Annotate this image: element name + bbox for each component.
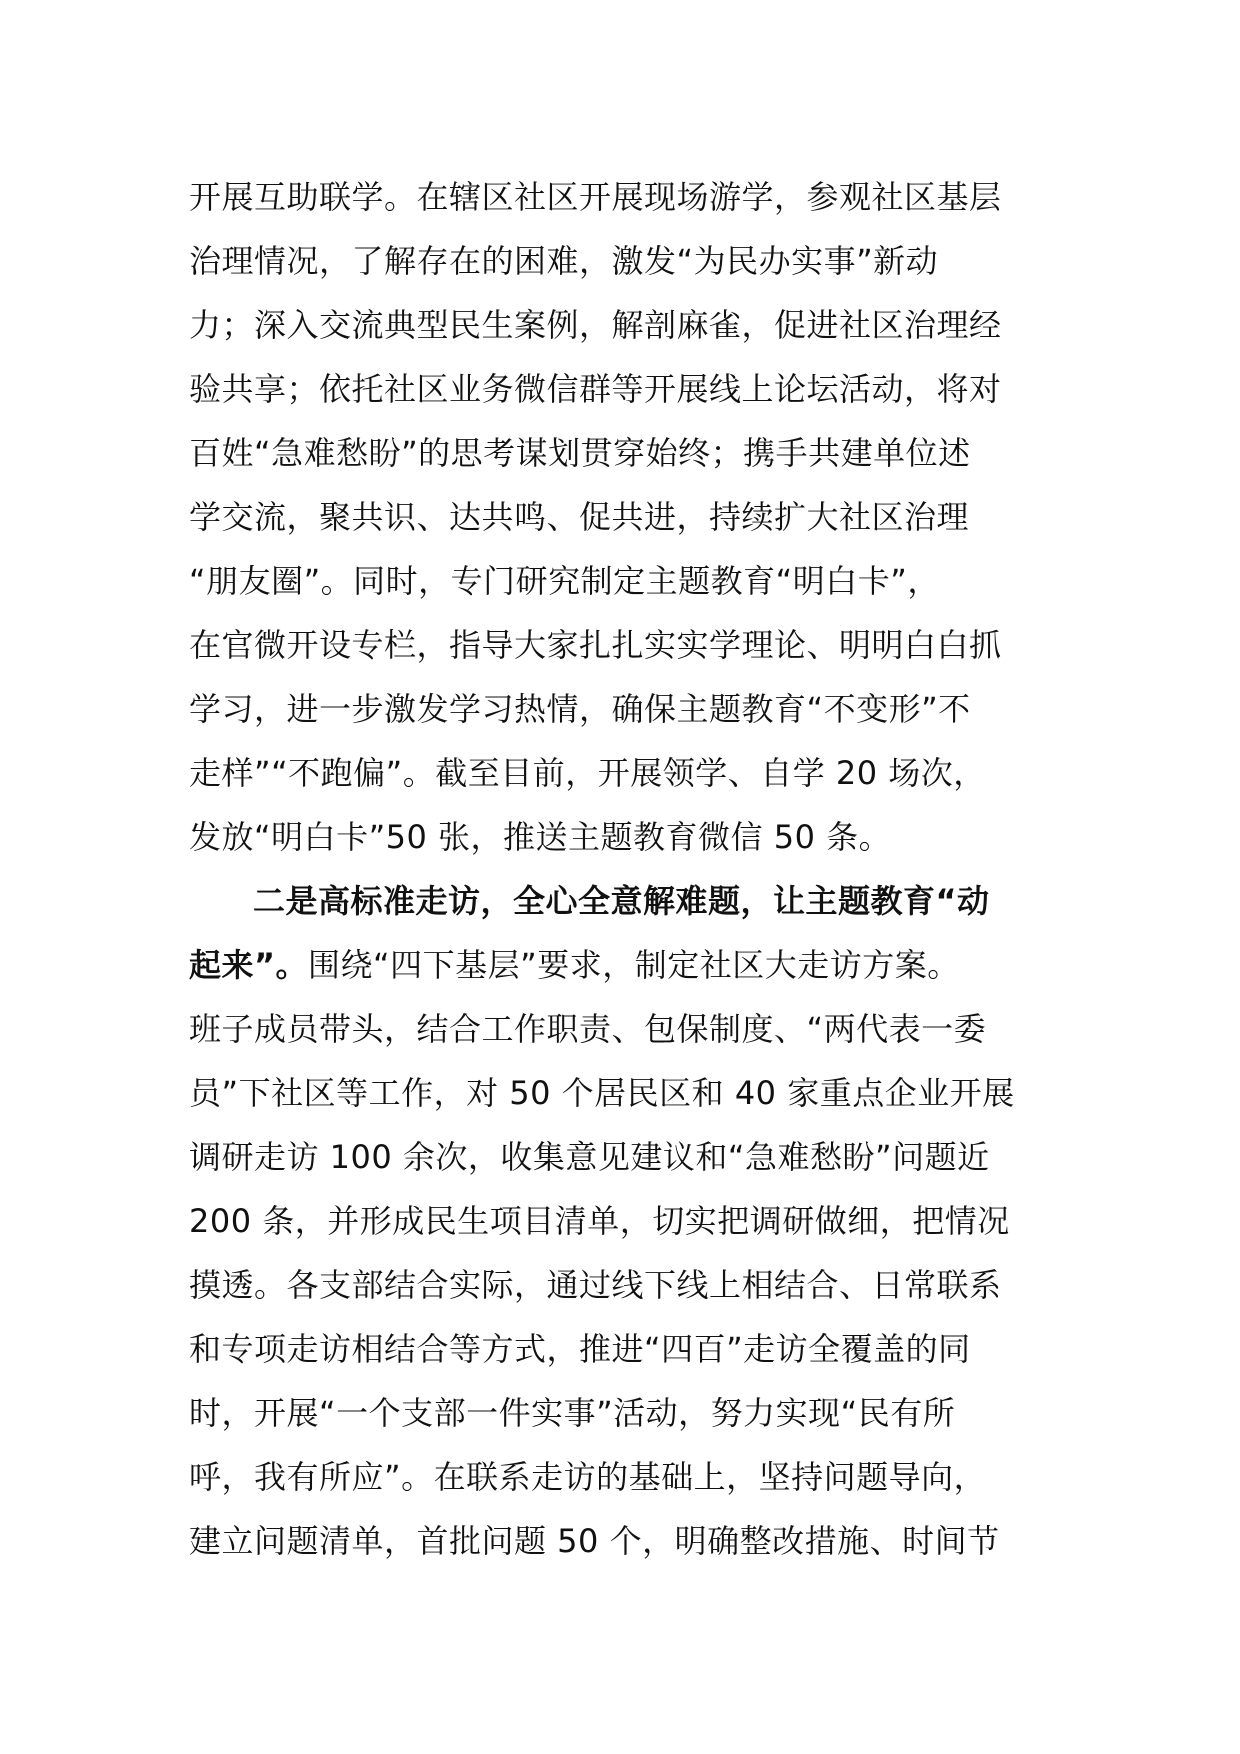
paragraph-2 (189, 869, 1069, 1573)
text-line (189, 933, 1069, 997)
text-line: 和专项走访相结合等方式，推进“四百”走访全覆盖的同 (189, 1330, 971, 1368)
text-line: 摸透。各支部结合实际，通过线下线上相结合、日常联系 (189, 1266, 1002, 1304)
text-line: “朋友圈”。同时，专门研究制定主题教育“明白卡”， (189, 562, 940, 600)
text-line: 学习，进一步激发学习热情，确保主题教育“不变形”不 (189, 690, 971, 728)
text-line: 学交流，聚共识、达共鸣、促共进，持续扩大社区治理 (189, 498, 970, 536)
paragraph-1 (189, 165, 1069, 869)
text-line: 呼，我有所应”。在联系走访的基础上，坚持问题导向， (189, 1458, 987, 1496)
text-line: 员”下社区等工作，对 50 个居民区和 40 家重点企业开展 (189, 1074, 1015, 1112)
text-line: 走样”“不跑偏”。截至目前，开展领学、自学 20 场次， (189, 754, 986, 792)
text-line: 在官微开设专栏，指导大家扎扎实实学理论、明明白白抓 (189, 626, 1002, 664)
text-line: 验共享；依托社区业务微信群等开展线上论坛活动，将对 (189, 370, 1002, 408)
text-line: 开展互助联学。在辖区社区开展现场游学，参观社区基层 (189, 178, 1002, 216)
text-line: 治理情况，了解存在的困难，激发“为民办实事”新动 (189, 242, 939, 280)
text-line: 发放“明白卡”50 张，推送主题教育微信 50 条。 (189, 818, 892, 856)
body-text (189, 165, 1069, 1573)
text-line: 200 条，并形成民生项目清单，切实把调研做细，把情况 (189, 1202, 1010, 1240)
text-line: 时，开展“一个支部一件实事”活动，努力实现“民有所 (189, 1394, 956, 1432)
section-heading-end: 起来”。 (189, 946, 309, 984)
text-line: 调研走访 100 余次，收集意见建议和“急难愁盼”问题近 (189, 1138, 990, 1176)
text-line: 力；深入交流典型民生案例，解剖麻雀，促进社区治理经 (189, 306, 1002, 344)
text-line: 班子成员带头，结合工作职责、包保制度、“两代表一委 (189, 1010, 987, 1048)
section-heading: 二是高标准走访，全心全意解难题，让主题教育“动 (253, 882, 990, 920)
text-line: 百姓“急难愁盼”的思考谋划贯穿始终；携手共建单位述 (189, 434, 971, 472)
text-run: 围绕“四下基层”要求，制定社区大走访方案。 (308, 946, 960, 984)
text-line: 建立问题清单，首批问题 50 个，明确整改措施、时间节 (189, 1522, 1000, 1560)
